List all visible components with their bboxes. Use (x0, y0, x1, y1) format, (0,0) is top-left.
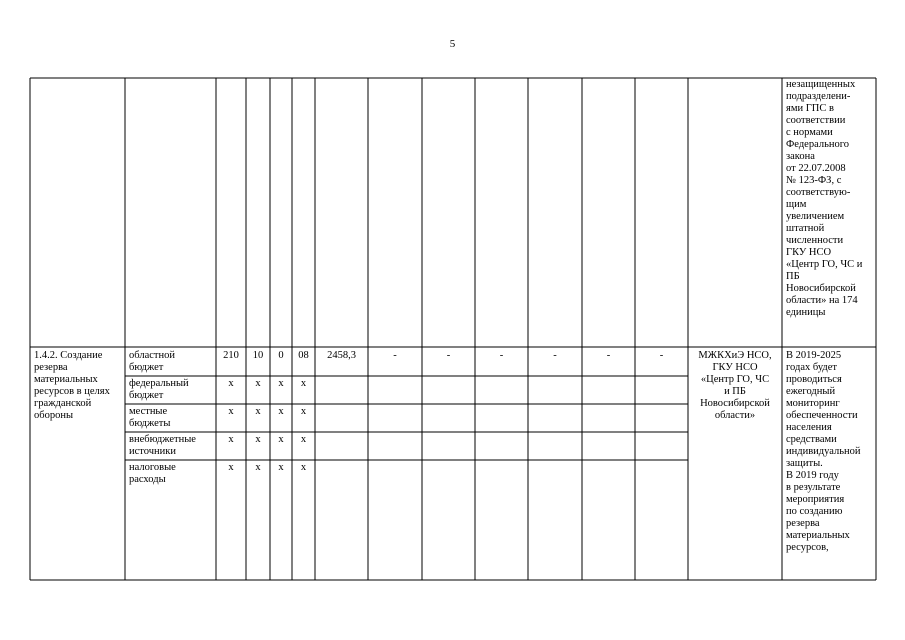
year-value: - (499, 350, 504, 361)
code-rz: х (255, 406, 261, 417)
code-cs: х (300, 434, 307, 445)
year-value: - (393, 350, 397, 361)
code-pr: х (278, 378, 284, 389)
note-line: области» на 174 (786, 295, 858, 306)
code-gp: х (228, 378, 234, 389)
code-gp: х (228, 406, 234, 417)
code-rz: х (255, 378, 261, 389)
code-rz: х (255, 434, 261, 445)
executor: МЖКХиЭ НСО, ГКУ НСО «Центр ГО, ЧС и ПБ Новосибирской области» (698, 350, 772, 421)
page-number: 5 (449, 38, 456, 50)
note-line: соответствии (786, 115, 846, 126)
item-name-line: материальных (34, 374, 98, 385)
note-line: соответствую- (786, 187, 851, 198)
code-pr: 0 (278, 350, 284, 361)
note-line: ями ГПС в (786, 103, 834, 114)
note-line: от 22.07.2008 (786, 163, 846, 174)
funding-source: областной бюджет (129, 350, 175, 373)
note-line: Федерального (786, 139, 850, 150)
note-line: единицы (786, 307, 826, 318)
code-gp: х (228, 462, 234, 473)
note-line: закона (786, 151, 815, 162)
funding-source: федеральный бюджет (129, 378, 189, 401)
continuation-note (786, 79, 876, 319)
code-cs: х (300, 378, 307, 389)
item-name-line: ресурсов в целях (34, 386, 110, 397)
code-cs: х (300, 406, 307, 417)
code-cs: 08 (298, 350, 309, 361)
code-gp: 210 (223, 350, 239, 361)
funding-source: налоговые расходы (129, 462, 176, 485)
note-line: незащищенных (786, 79, 856, 90)
item-name-line: обороны (34, 410, 74, 421)
funding-source: внебюджетные источники (129, 434, 196, 457)
year-value: - (606, 350, 611, 361)
code-gp: х (228, 434, 234, 445)
code-pr: х (278, 462, 284, 473)
code-pr: х (278, 434, 284, 445)
note-line: подразделени- (786, 91, 851, 102)
note-line: ПБ (786, 271, 800, 282)
note-line: штатной (786, 223, 825, 234)
expected-result: В 2019-2025 годах будет проводиться ежегодный мониторинг обеспеченности населения средствами индивидуальной защиты. В 2019 году в результате мероприятия по созданию резерва материальных ресурсов, (786, 350, 861, 553)
code-cs: х (300, 462, 307, 473)
total-value: 2458,3 (327, 350, 356, 361)
note-line: увеличением (786, 211, 845, 222)
note-line: № 123-ФЗ, с (786, 175, 842, 186)
year-value: - (446, 350, 451, 361)
note-line: «Центр ГО, ЧС и (786, 259, 863, 270)
item-name (34, 350, 124, 422)
item-name-line: резерва (34, 362, 68, 373)
code-pr: х (278, 406, 284, 417)
year-value: - (553, 350, 557, 361)
note-line: щим (786, 199, 807, 210)
item-name-line: 1.4.2. Создание (34, 350, 103, 361)
year-value: - (659, 350, 664, 361)
code-rz: х (255, 462, 261, 473)
code-rz: 10 (252, 350, 264, 361)
note-line: численности (786, 235, 844, 246)
note-line: ГКУ НСО (786, 247, 832, 258)
funding-source: местные бюджеты (129, 406, 171, 429)
item-name-line: гражданской (34, 398, 92, 409)
note-line: Новосибирской (786, 283, 856, 294)
note-line: с нормами (786, 127, 833, 138)
